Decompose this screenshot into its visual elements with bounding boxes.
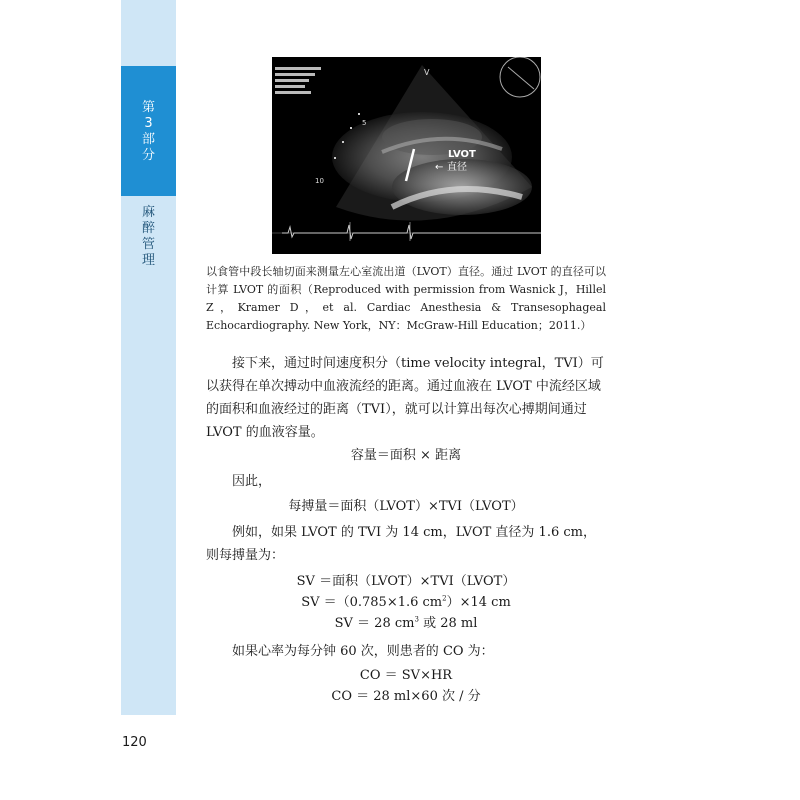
equation-co-1: CO ＝ SV×HR <box>359 668 453 683</box>
part-char: 分 <box>141 148 155 163</box>
depth-marker-10: 10 <box>315 177 324 185</box>
part-char: 部 <box>141 132 155 147</box>
label-diameter: 直径 <box>447 162 467 173</box>
probe-marker: V <box>424 68 430 77</box>
eq-sv-2-part-b: ）×14 cm <box>446 595 511 610</box>
depth-marker-5: 5 <box>362 119 367 127</box>
paragraph-example: 例如，如果 LVOT 的 TVI 为 14 cm，LVOT 直径为 1.6 cm，则每搏量为： <box>206 525 596 563</box>
equation-sv-2 <box>206 593 606 613</box>
eq-sv-3-superscript: 3 <box>414 615 419 624</box>
paragraph-heart-rate: 如果心率为每分钟 60 次，则患者的 CO 为： <box>232 644 494 659</box>
eq-sv-3-part-a: SV ＝ 28 cm <box>334 616 415 631</box>
chapter-char: 理 <box>141 253 155 268</box>
eq-sv-3-part-b: 或 28 ml <box>418 616 478 631</box>
eq-sv-2-part-a: SV ＝（0.785×1.6 cm <box>301 595 443 610</box>
chapter-char: 麻 <box>141 205 155 220</box>
equation-volume: 容量＝面积 × 距离 <box>350 448 462 463</box>
chapter-char: 管 <box>141 237 155 252</box>
part-tab <box>121 66 176 196</box>
arrow-icon: ← <box>435 162 444 173</box>
equation-sv-3 <box>206 614 606 634</box>
equation-stroke-volume: 每搏量＝面积（LVOT）×TVI（LVOT） <box>288 499 524 514</box>
page-number: 120 <box>122 735 147 750</box>
orientation-needle <box>508 67 534 89</box>
paragraph-therefore: 因此， <box>232 474 272 489</box>
chapter-char: 醉 <box>141 221 155 236</box>
equation-sv-1: SV ＝面积（LVOT）×TVI（LVOT） <box>296 574 516 589</box>
figure-caption: 以食管中段长轴切面来测量左心室流出道（LVOT）直径。通过 LVOT 的直径可以计算 LVOT 的面积（Reproduced with permission from Wasnick J，Hillel Z，Kramer D，et al. Cardiac Anesthesia & Transesophageal Echocardiography. New York，NY：McGraw-Hill Education；2011.） <box>206 265 606 332</box>
eq-sv-2-superscript: 2 <box>442 594 447 603</box>
chapter-tab <box>121 205 176 269</box>
equation-co-2: CO ＝ 28 ml×60 次 / 分 <box>331 689 481 704</box>
ultrasound-text-overlay <box>275 67 321 94</box>
paragraph-tvi: 接下来，通过时间速度积分（time velocity integral，TVI）可以获得在单次搏动中血液流经的距离。通过血液在 LVOT 中流经区域的面积和血液经过的距离（TVI），就可以计算出每次心搏期间通过 LVOT 的血液容量。 <box>206 356 604 440</box>
label-lvot: LVOT <box>448 149 476 160</box>
ecg-trace <box>272 222 541 241</box>
part-char: 第 <box>141 100 155 115</box>
part-char: 3 <box>144 116 153 131</box>
echocardiogram-figure <box>272 57 541 254</box>
